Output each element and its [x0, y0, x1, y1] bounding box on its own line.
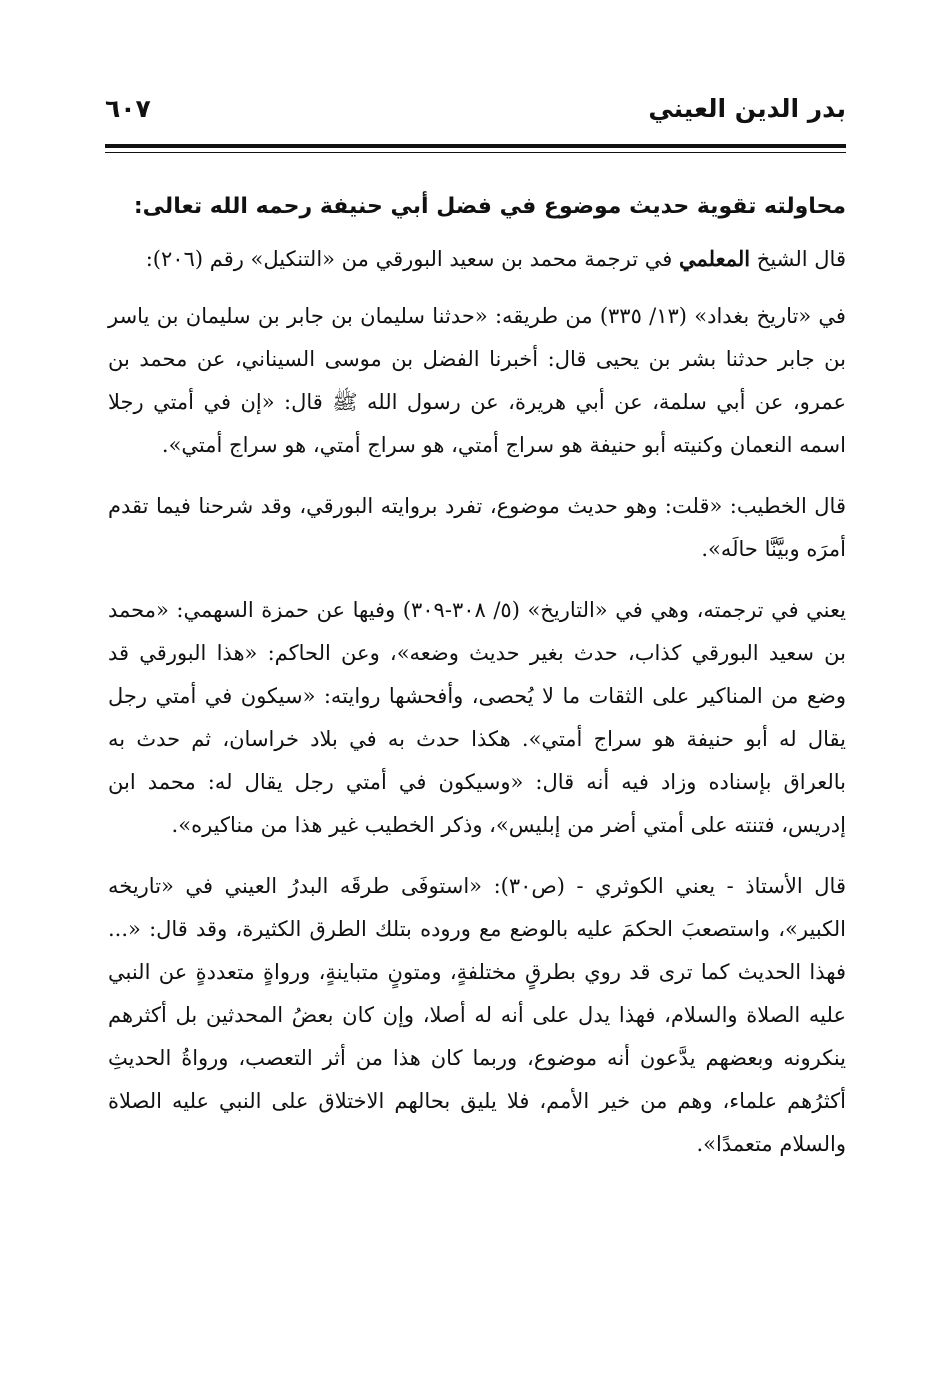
- running-title: بدر الدين العيني: [648, 94, 846, 123]
- paragraph-4: قال الأستاذ - يعني الكوثري - (ص٣٠): «استوفَى طرقَه البدرُ العيني في «تاريخه الكبير»، واستصعبَ الحكمَ عليه بالوضع مع وروده بتلك الطرق الكثيرة، وقد قال: «... فهذا الحديث كما ترى قد روي بطرقٍ مختلفةٍ، ومتونٍ متباينةٍ، ورواةٍ متعددةٍ عن النبي عليه الصلاة والسلام، فهذا يدل على أنه له أصلا، وإن كان بعضُ المحدثين بل أكثرهم ينكرونه وبعضهم يدَّعون أنه موضوع، وربما كان هذا من أثر التعصب، ورواةُ الحديثِ أكثرُهم علماء، وهم من خير الأمم، فلا يليق بحالهم الاختلاق على النبي عليه الصلاة والسلام متعمدًا».: [108, 874, 846, 1156]
- paragraph-2: قال الخطيب: «قلت: وهو حديث موضوع، تفرد بروايته البورقي، وقد شرحنا فيما تقدم أمرَه وبيَّنَّا حالَه».: [108, 494, 846, 561]
- intro-text-before: قال الشيخ: [750, 247, 846, 271]
- page-body: [108, 185, 846, 1184]
- intro-name-bold: المعلمي: [678, 246, 751, 271]
- header-rule-thick: [105, 144, 846, 148]
- section-heading: محاولته تقوية حديث موضوع في فضل أبي حنيفة رحمه الله تعالى:: [133, 194, 846, 219]
- paragraph-3: يعني في ترجمته، وهي في «التاريخ» (٥/ ٣٠٨-٣٠٩) وفيها عن حمزة السهمي: «محمد بن سعيد البورقي كذاب، حدث بغير حديث وضعه»، وعن الحاكم: «هذا البورقي قد وضع من المناكير على الثقات ما لا يُحصى، وأفحشها روايته: «سيكون في أمتي رجل يقال له أبو حنيفة هو سراج أمتي». هكذا حدث به في بلاد خراسان، ثم حدث به بالعراق بإسناده وزاد فيه أنه قال: «وسيكون في أمتي رجل يقال له: محمد ابن إدريس، فتنته على أمتي أضر من إبليس»، وذكر الخطيب غير هذا من مناكيره».: [108, 598, 846, 837]
- intro-text-after: في ترجمة محمد بن سعيد البورقي من «التنكيل» رقم (٢٠٦):: [145, 247, 679, 271]
- header-rule-thin: [105, 152, 846, 153]
- paragraph-1: في «تاريخ بغداد» (١٣/ ٣٣٥) من طريقه: «حدثنا سليمان بن جابر بن سليمان بن ياسر بن جابر حدثنا بشر بن يحيى قال: أخبرنا الفضل بن موسى السيناني، عن محمد بن عمرو، عن أبي سلمة، عن أبي هريرة، عن رسول الله ﷺ قال: «إن في أمتي رجلا اسمه النعمان وكنيته أبو حنيفة هو سراج أمتي، هو سراج أمتي، هو سراج أمتي».: [108, 304, 846, 457]
- page-number: ٦٠٧: [105, 94, 151, 123]
- intro-paragraph: [108, 237, 846, 281]
- page-header: [105, 92, 846, 132]
